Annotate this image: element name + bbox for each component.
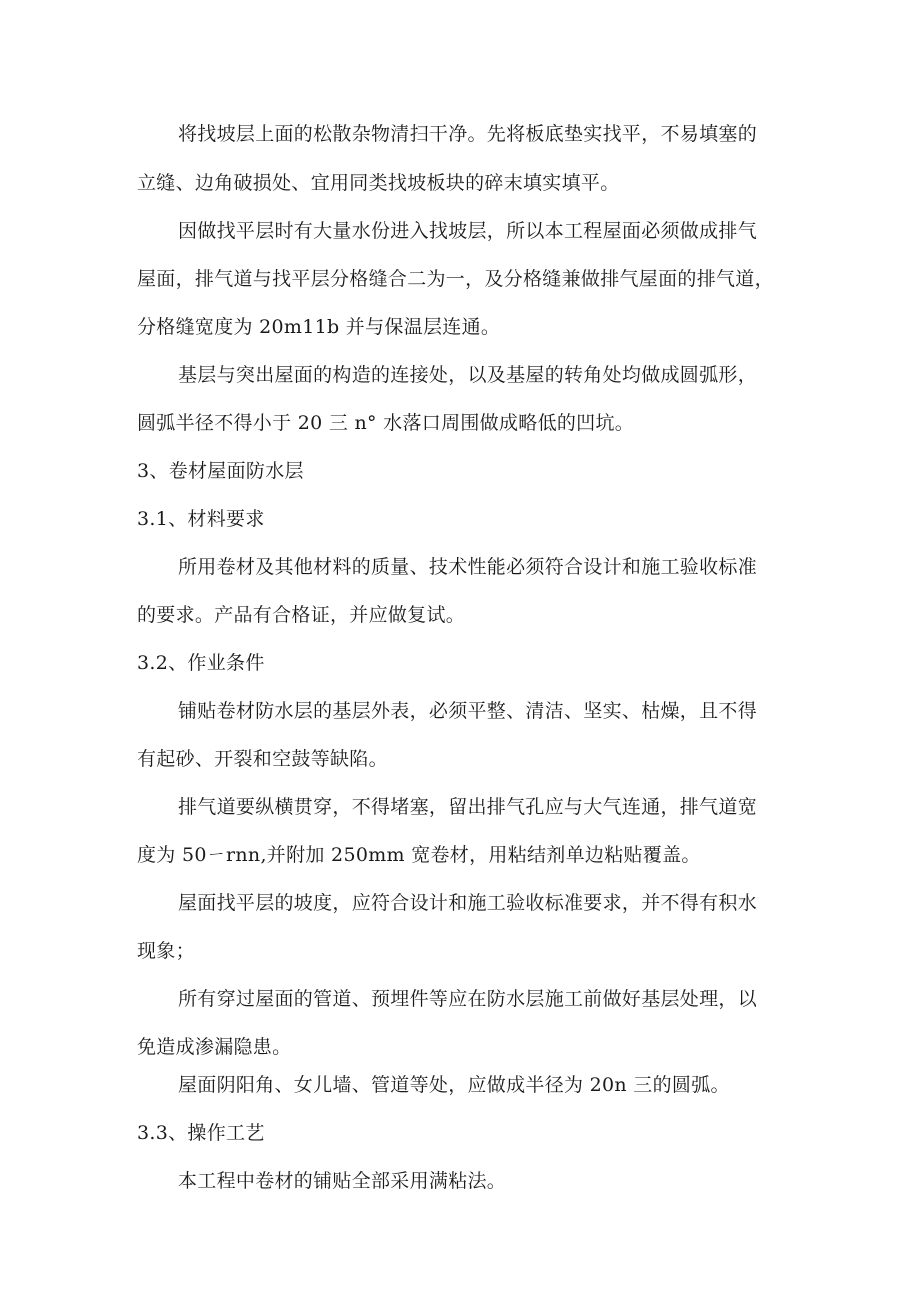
- paragraph-conditions-2-line-1: 排气道要纵横贯穿，不得堵塞，留出排气孔应与大气连通，排气道宽: [178, 796, 758, 818]
- paragraph-1-line-1: 将找坡层上面的松散杂物清扫干净。先将板底垫实找平，不易填塞的: [178, 123, 758, 145]
- paragraph-conditions-1-line-2: 有起砂、开裂和空鼓等缺陷。: [137, 748, 388, 770]
- section-heading-3: 3、卷材屋面防水层: [137, 460, 304, 482]
- section-heading-3-3: 3.3、操作工艺: [137, 1122, 265, 1144]
- paragraph-conditions-5-line-1: 屋面阴阳角、女儿墙、管道等处，应做成半径为 20n 三的圆弧。: [178, 1074, 730, 1096]
- paragraph-process-line-1: 本工程中卷材的铺贴全部采用满粘法。: [178, 1170, 507, 1192]
- section-heading-3-2: 3.2、作业条件: [137, 652, 265, 674]
- section-heading-3-1: 3.1、材料要求: [137, 508, 265, 530]
- paragraph-3-line-1: 基层与突出屋面的构造的连接处，以及基屋的转角处均做成圆弧形，: [178, 364, 758, 386]
- paragraph-conditions-3-line-2: 现象；: [137, 940, 195, 962]
- paragraph-2-line-3: 分格缝宽度为 20m11b 并与保温层连通。: [137, 316, 501, 338]
- paragraph-conditions-4-line-1: 所有穿过屋面的管道、预埋件等应在防水层施工前做好基层处理，以: [178, 988, 758, 1010]
- paragraph-2-line-1: 因做找平层时有大量水份进入找坡层，所以本工程屋面必须做成排气: [178, 220, 758, 242]
- paragraph-1-line-2: 立缝、边角破损处、宜用同类找坡板块的碎末填实填平。: [137, 172, 620, 194]
- paragraph-conditions-3-line-1: 屋面找平层的坡度，应符合设计和施工验收标准要求，并不得有积水: [178, 892, 758, 914]
- paragraph-3-line-2: 圆弧半径不得小于 20 三 n° 水落口周围做成略低的凹坑。: [137, 412, 635, 434]
- paragraph-conditions-1-line-1: 铺贴卷材防水层的基层外表，必须平整、清洁、坚实、枯燥，且不得: [178, 700, 758, 722]
- paragraph-2-line-2: 屋面，排气道与找平层分格缝合二为一，及分格缝兼做排气屋面的排气道，: [137, 268, 774, 290]
- paragraph-materials-line-1: 所用卷材及其他材料的质量、技术性能必须符合设计和施工验收标准: [178, 556, 758, 578]
- paragraph-conditions-2-line-2: 度为 50ㄧrnn,并附加 250mm 宽卷材，用粘结剂单边粘贴覆盖。: [137, 844, 701, 866]
- paragraph-materials-line-2: 的要求。产品有合格证，并应做复试。: [137, 604, 466, 626]
- paragraph-conditions-4-line-2: 免造成渗漏隐患。: [137, 1036, 292, 1058]
